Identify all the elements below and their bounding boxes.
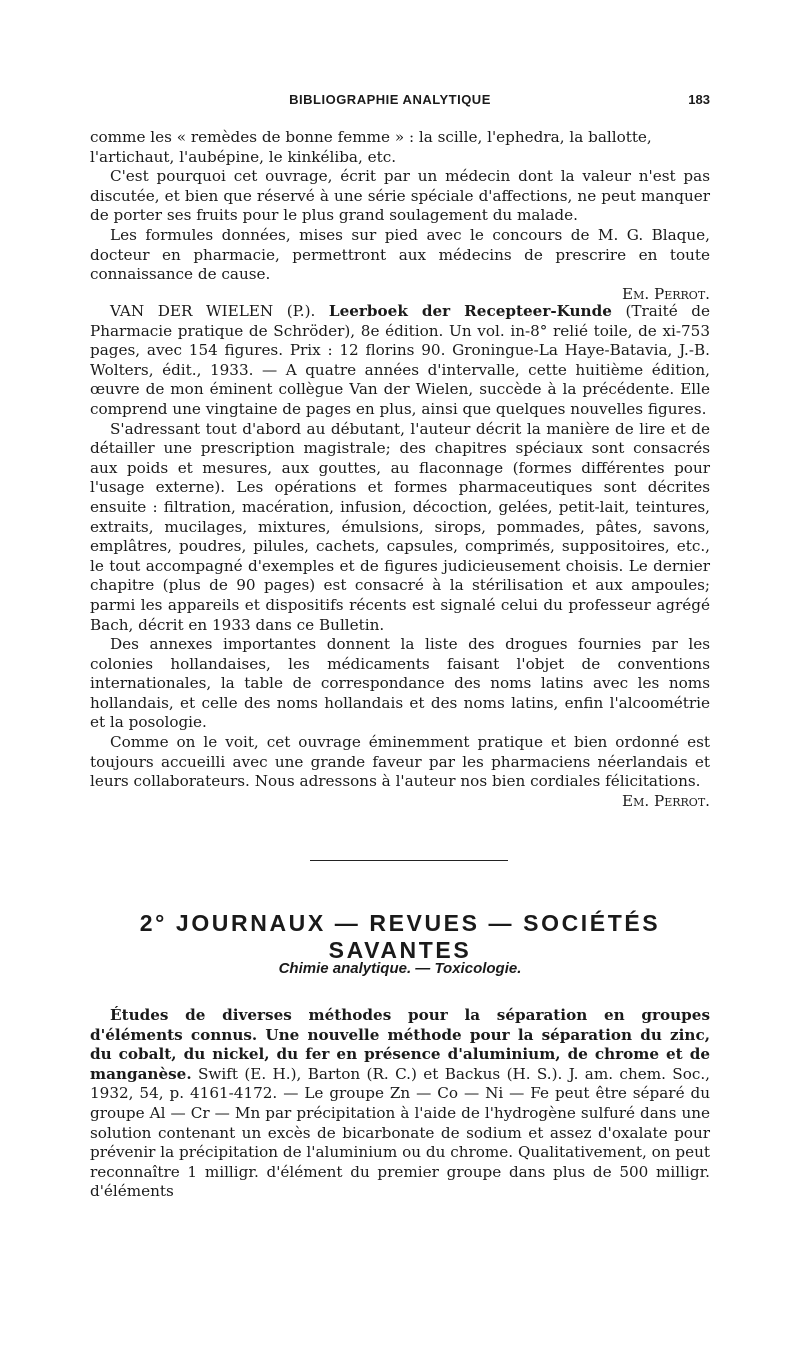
- review-b: [90, 302, 710, 811]
- review-b-paragraph-3: Des annexes importantes donnent la liste des drogues fournies par les colonies hollandaises, les médicaments faisant l'objet de conventions internationales, la table de correspondance des noms latins avec les noms hollandais, et celle des noms hollandais et des noms latins, enfin l'alcoométrie et la posologie.: [90, 635, 710, 732]
- review-b-signature: Em. Perrot.: [621, 791, 710, 810]
- abstract-text: Swift (E. H.), Barton (R. C.) et Backus (H. S.). J. am. chem. Soc., 1932, 54, p. 4161-4172. — Le groupe Zn — Co — Ni — Fe peut être séparé du groupe Al — Cr — Mn par précipitation à l'aide de l'hydrogène sulfuré dans une solution contenant un excès de bicarbonate de sodium et assez d'oxalate pour prévenir la précipitation de l'aluminium ou du chrome. Qualitativement, on peut reconnaître 1 milligr. d'élément du premier groupe dans plus de 500 milligr. d'éléments: [90, 1064, 711, 1201]
- review-b-paragraph-4: Comme on le voit, cet ouvrage éminemment pratique et bien ordonné est toujours accueilli avec une grande faveur par les pharmaciens néerlandais et leurs collaborateurs. Nous adressons à l'auteur nos bien cordiales félicitations.: [90, 733, 710, 791]
- page-number: 183: [688, 92, 710, 107]
- review-a-line-2: l'artichaut, l'aubépine, le kinkéliba, etc.: [90, 147, 397, 166]
- review-b-author: VAN DER WIELEN (P.).: [110, 302, 316, 320]
- review-b-intro-text: (Traité de Pharmacie pratique de Schröder), 8e édition. Un vol. in-8° relié toile, de xi-753 pages, avec 154 figures. Prix : 12 florins 90. Groningue-La Haye-Batavia, J.-B. Wolters, édit., 1933. — A quatre années d'intervalle, cette huitième édition, œuvre de mon éminent collègue Van der Wielen, succède à la précédente. Elle comprend une vingtaine de pages en plus, ainsi que quelques nouvelles figures.: [90, 302, 711, 418]
- abstract-paragraph: [90, 1006, 710, 1202]
- section-heading: 2° JOURNAUX — REVUES — SOCIÉTÉS SAVANTES: [139, 910, 661, 963]
- review-a-signature: Em. Perrot.: [621, 284, 710, 303]
- review-b-book-title: Leerboek der Recepteer-Kunde: [328, 302, 612, 320]
- review-a: [90, 128, 710, 304]
- review-b-intro: [90, 302, 710, 420]
- section-subheading: Chimie analytique. — Toxicologie.: [278, 960, 522, 977]
- review-b-paragraph-2: S'adressant tout d'abord au débutant, l'auteur décrit la manière de lire et de détailler une prescription magistrale; des chapitres spéciaux sont consacrés aux poids et mesures, aux gouttes, au flaconnage (formes différentes pour l'usage externe). Les opérations et formes pharmaceutiques sont décrites ensuite : filtration, macération, infusion, décoction, gelées, petit-lait, teintures, extraits, mucilages, mixtures, émulsions, sirops, pommades, pâtes, savons, emplâtres, poudres, pilules, cachets, capsules, comprimés, suppositoires, etc., le tout accompagné d'exemples et de figures judicieusement choisis. Le dernier chapitre (plus de 90 pages) est consacré à la stérilisation et aux ampoules; parmi les appareils et dispositifs récents est signalé celui du professeur agrégé Bach, décrit en 1933 dans ce Bulletin.: [90, 419, 710, 634]
- running-title: BIBLIOGRAPHIE ANALYTIQUE: [289, 92, 491, 107]
- review-a-paragraph-3: Les formules données, mises sur pied avec le concours de M. G. Blaque, docteur en pharmacie, permettront aux médecins de prescrire en toute connaissance de cause.: [90, 225, 710, 284]
- page-header: [70, 92, 710, 112]
- abstract-title: Études de diverses méthodes pour la séparation en groupes d'éléments connus. Une nouvelle méthode pour la séparation du zinc, du cobalt, du nickel, du fer en présence d'aluminium, de chrome et de manganèse.: [90, 1006, 710, 1083]
- review-a-paragraph-2: C'est pourquoi cet ouvrage, écrit par un médecin dont la valeur n'est pas discutée, et bien que réservé à une série spéciale d'affections, ne peut manquer de porter ses fruits pour le plus grand soulagement du malade.: [90, 167, 710, 225]
- abstract: [90, 1006, 710, 1202]
- section-divider: [310, 860, 508, 861]
- review-a-line-1: comme les « remèdes de bonne femme » : la scille, l'ephedra, la ballotte,: [90, 128, 652, 146]
